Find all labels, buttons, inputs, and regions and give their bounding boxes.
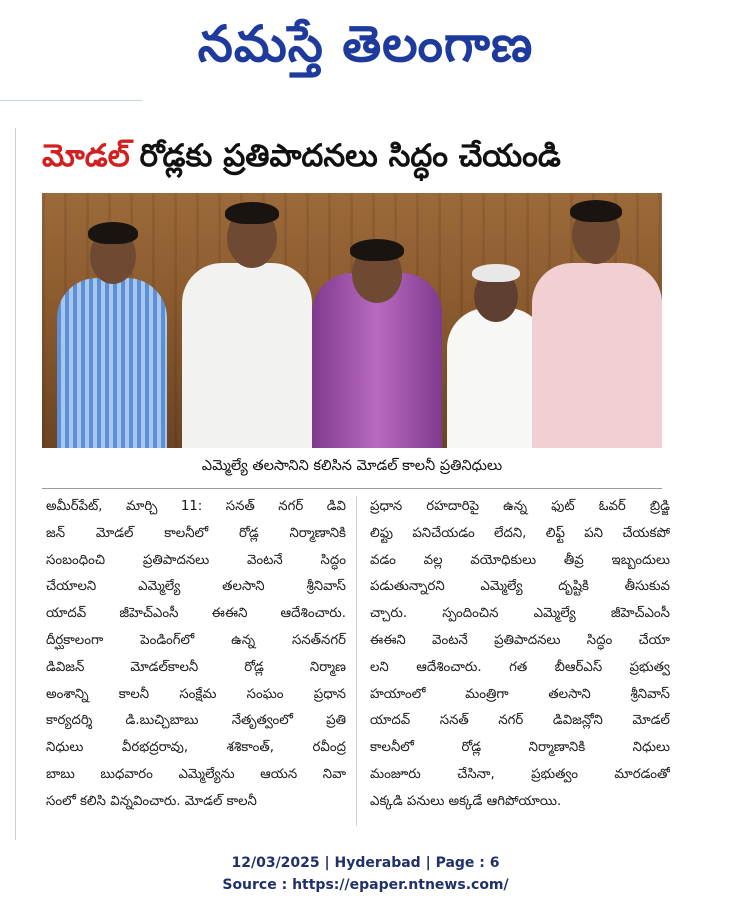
article-line: చేయాలని ఎమ్మెల్యే తలసాని శ్రీనివాస్ — [46, 579, 346, 595]
article-line: లిఫ్టు పనిచేయడం లేదని, లిఫ్ట్ పని చేయకపో — [370, 525, 670, 541]
article-line: ఎక్కడి పనులు అక్కడే ఆగిపోయాయి. — [370, 793, 562, 809]
photo-caption: ఎమ్మెల్యే తలసానిని కలిసిన మోడల్ కాలనీ ప్రతినిధులు — [201, 458, 503, 474]
article-line: యాదవ్ జీహెచ్‌ఎంసీ ఈఈని ఆదేశించారు. — [46, 606, 346, 622]
article-line: పడుతున్నారని ఎమ్మెల్యే దృష్టికి తీసుకువ — [370, 579, 670, 595]
footer-source: Source : https://epaper.ntnews.com/ — [222, 877, 509, 893]
footer-dateline: 12/03/2025 | Hyderabad | Page : 6 — [231, 855, 500, 871]
article-line: మంజూరు చేసినా, ప్రభుత్వం మారడంతో — [370, 766, 670, 782]
article-line: దీర్ఘకాలంగా పెండింగ్‌లో ఉన్న సనత్‌నగర్ — [46, 632, 346, 648]
article-column-right — [370, 494, 670, 816]
article-line: బాబు బుధవారం ఎమ్మెల్యేను ఆయన నివా — [46, 766, 346, 782]
article-line: జన్ మోడల్ కాలనీలో రోడ్ల నిర్మాణానికి — [46, 525, 346, 541]
article-line: కాలనీలో రోడ్ల నిర్మాణానికి నిధులు — [370, 740, 670, 756]
headline — [42, 132, 702, 180]
article-line: ప్రధాన రహదారిపై ఉన్న ఫుట్ ఓవర్ బ్రిడ్జి — [370, 499, 670, 514]
article-line: సంలో కలిసి విన్నవించారు. మోడల్ కాలనీ — [46, 793, 257, 809]
person-figure — [52, 218, 172, 448]
article-line: లని ఆదేశించారు. గత బీఆర్‌ఎస్ ప్రభుత్వ — [370, 659, 670, 675]
article-line: కార్యదర్శి డి.బుచ్చిబాబు నేతృత్వంలో ప్రతి — [46, 713, 346, 729]
newspaper-title: నమస్తే తెలంగాణ — [197, 15, 534, 73]
column-divider — [356, 496, 357, 826]
article-line: డివిజన్ మోడల్‌కాలనీ రోడ్ల నిర్మాణ — [46, 659, 346, 675]
news-photo — [42, 193, 662, 448]
margin-rule — [15, 128, 16, 840]
masthead-rule — [0, 100, 142, 101]
masthead — [0, 0, 731, 88]
article-line: హయాంలో మంత్రిగా తలసాని శ్రీనివాస్ — [370, 686, 670, 702]
article-line: ఈఈని వెంటనే ప్రతిపాదనలు సిద్ధం చేయా — [370, 632, 670, 648]
article-line: చ్చారు. స్పందించిన ఎమ్మెల్యే జీహెచ్‌ఎంసీ — [370, 606, 670, 622]
article-line: అంశాన్ని కాలనీ సంక్షేమ సంఘం ప్రధాన — [46, 686, 346, 702]
caption-rule — [42, 488, 662, 489]
article-line: యాదవ్ సనత్ నగర్ డివిజన్లోని మోడల్ — [370, 713, 670, 729]
article-line: వడం వల్ల వయోధికులు తీవ్ర ఇబ్బందులు — [370, 552, 670, 568]
person-figure — [177, 198, 317, 448]
article-column-left — [46, 494, 346, 816]
person-figure — [312, 233, 442, 448]
article-line: నిధులు వీరభద్రరావు, శశికాంత్, రవీంద్ర — [46, 740, 346, 756]
article-line: అమీర్‌పేట్, మార్చి 11: సనత్ నగర్ డివి — [46, 499, 346, 514]
article-line: సంబంధించి ప్రతిపాదనలు వెంటనే సిద్ధం — [46, 552, 346, 568]
person-figure — [522, 198, 662, 448]
headline-highlight: మోడల్ — [42, 137, 130, 174]
page-footer — [0, 852, 731, 896]
headline-text: రోడ్లకు ప్రతిపాదనలు సిద్ధం చేయండి — [139, 137, 561, 174]
